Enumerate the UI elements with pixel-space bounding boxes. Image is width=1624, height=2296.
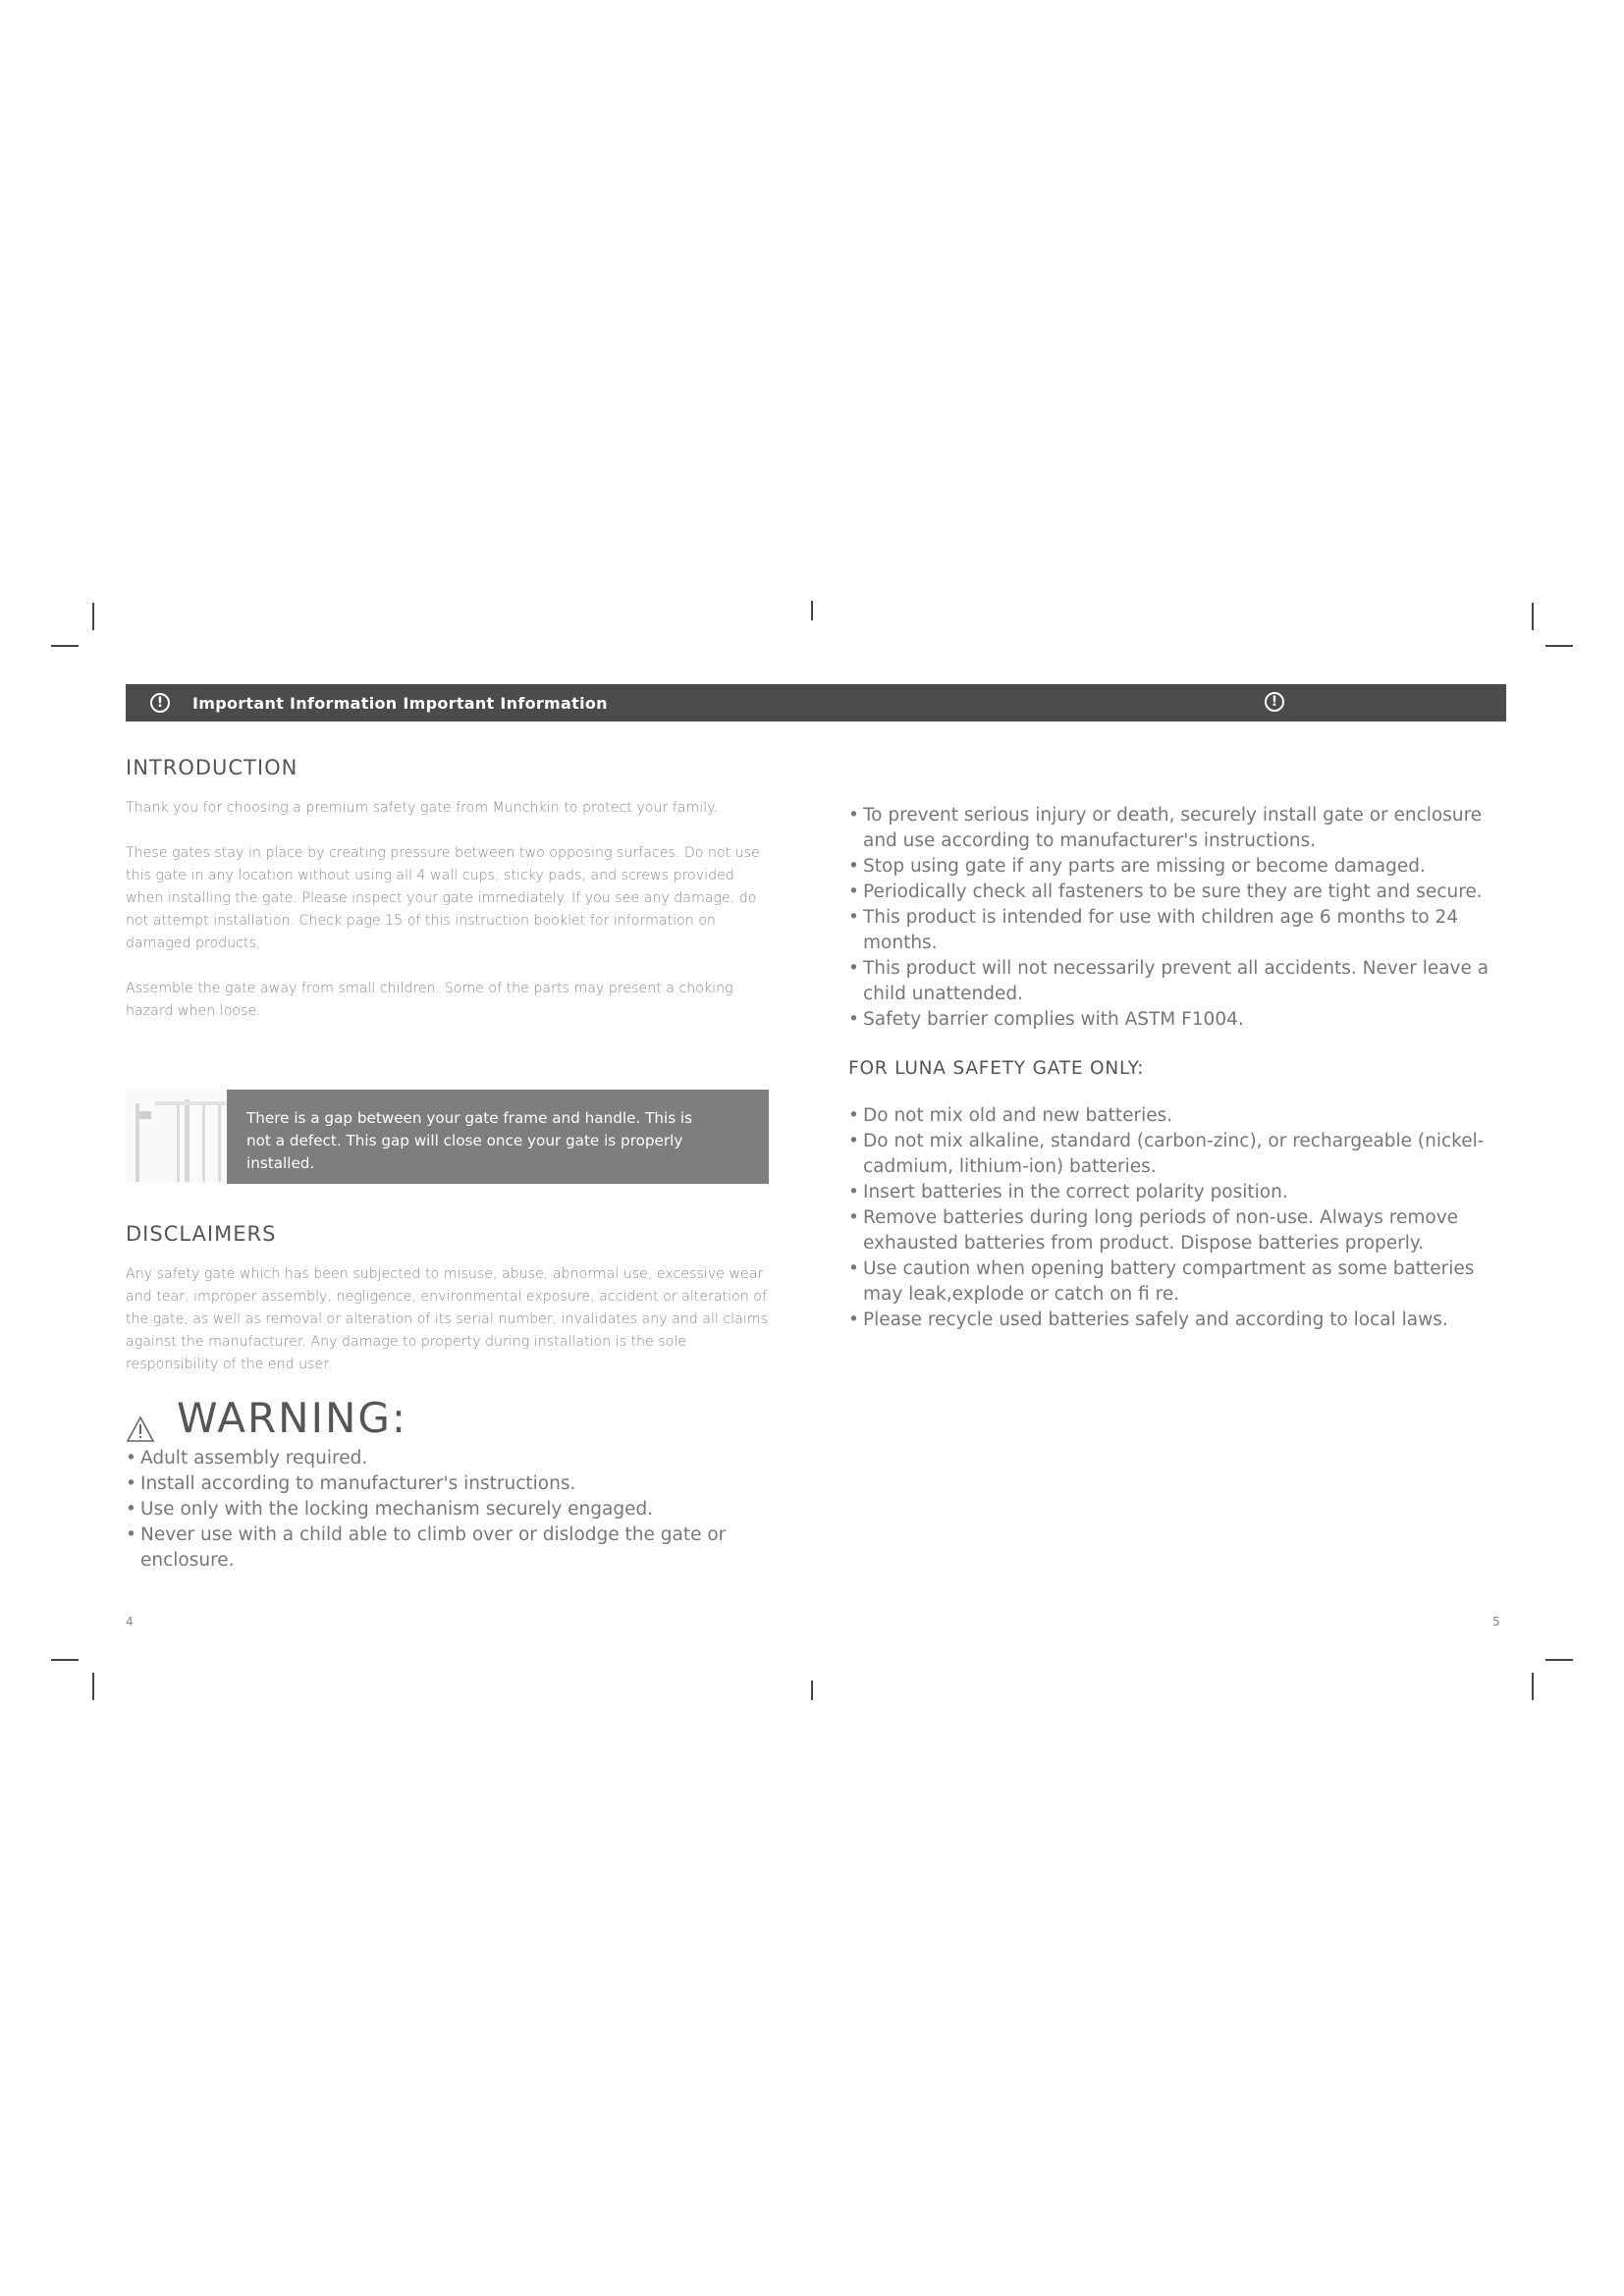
warning-heading: WARNING:	[177, 1394, 408, 1442]
left-column	[126, 756, 769, 1023]
crop-mark	[1545, 1659, 1573, 1661]
crop-mark	[811, 1681, 813, 1700]
right-column	[848, 803, 1496, 1333]
crop-mark	[1532, 603, 1534, 630]
introduction-heading: INTRODUCTION	[126, 756, 298, 779]
list-item: • Please recycle used batteries safely and according to local laws.	[848, 1308, 1496, 1333]
gate-frame-illustration	[126, 1090, 227, 1184]
list-item: • Insert batteries in the correct polarity position.	[848, 1180, 1496, 1205]
list-item: • Do not mix alkaline, standard (carbon-zinc), or rechargeable (nickel-cadmium, lithium-ion) batteries.	[848, 1129, 1496, 1180]
list-item: • Use only with the locking mechanism securely engaged.	[126, 1497, 774, 1522]
list-item: • Stop using gate if any parts are missing or become damaged.	[848, 854, 1496, 880]
list-item: • To prevent serious injury or death, securely install gate or enclosure and use according to manufacturer's instructions.	[848, 803, 1496, 854]
crop-mark	[51, 645, 79, 647]
luna-battery-list	[848, 1103, 1496, 1333]
introduction-paragraph: Assemble the gate away from small children. Some of the parts may present a choking hazard when loose.	[126, 981, 733, 1019]
page-number-right: 5	[1492, 1615, 1500, 1629]
list-item: • Adult assembly required.	[126, 1446, 774, 1471]
list-item: • This product is intended for use with children age 6 months to 24 months.	[848, 905, 1496, 956]
introduction-paragraph: These gates stay in place by creating pressure between two opposing surfaces. Do not use this gate in any location without using all 4 wall cups, sticky pads, and screws provided when installing the gate. Please inspect your gate immediately. If you see any damage, do not attempt installation. Check page 15 of this instruction booklet for information on damaged products.	[126, 845, 760, 951]
exclamation-circle-icon: !	[150, 693, 170, 713]
disclaimers-text: Any safety gate which has been subjected to misuse, abuse, abnormal use, excessive wear and tear, improper assembly, negligence, environmental exposure, accident or alteration of the gate, as well as removal or alteration of its serial number, invalidates any and all claims against the manufacturer. Any damage to property during installation is the sole responsibility of the end user.	[126, 1266, 768, 1372]
disclaimers-heading: DISCLAIMERS	[126, 1222, 277, 1246]
introduction-paragraph: Thank you for choosing a premium safety gate from Munchkin to protect your family.	[126, 800, 719, 816]
warning-list	[126, 1446, 774, 1574]
crop-mark	[1532, 1673, 1534, 1700]
list-item: • Use caution when opening battery compartment as some batteries may leak,explode or catch on fi re.	[848, 1256, 1496, 1308]
page-number-left: 4	[126, 1615, 134, 1629]
gap-note	[126, 1090, 769, 1184]
list-item: • Periodically check all fasteners to be sure they are tight and secure.	[848, 880, 1496, 905]
gap-note-text: There is a gap between your gate frame and handle. This is not a defect. This gap will close once your gate is properly installed.	[246, 1109, 693, 1172]
list-item: • Never use with a child able to climb over or dislodge the gate or enclosure.	[126, 1522, 774, 1574]
crop-mark	[811, 601, 813, 620]
gap-note-box	[227, 1090, 769, 1184]
list-item: • Remove batteries during long periods of non-use. Always remove exhausted batteries from product. Dispose batteries properly.	[848, 1205, 1496, 1256]
disclaimers-section	[126, 1222, 769, 1376]
crop-mark	[51, 1659, 79, 1661]
crop-mark	[1545, 645, 1573, 647]
list-item: • Install according to manufacturer's instructions.	[126, 1471, 774, 1497]
safety-list	[848, 803, 1496, 1033]
banner-title: Important Information Important Information	[192, 693, 608, 713]
warning-heading-row	[126, 1394, 407, 1442]
luna-heading: FOR LUNA SAFETY GATE ONLY:	[848, 1058, 1145, 1079]
list-item: • Safety barrier complies with ASTM F1004.	[848, 1007, 1496, 1033]
list-item: • Do not mix old and new batteries.	[848, 1103, 1496, 1129]
list-item: • This product will not necessarily prevent all accidents. Never leave a child unattended.	[848, 956, 1496, 1007]
crop-mark	[92, 1673, 94, 1700]
important-information-banner	[126, 684, 1506, 721]
exclamation-circle-icon: !	[1265, 692, 1284, 712]
crop-mark	[92, 603, 94, 630]
warning-triangle-icon	[126, 1405, 155, 1432]
